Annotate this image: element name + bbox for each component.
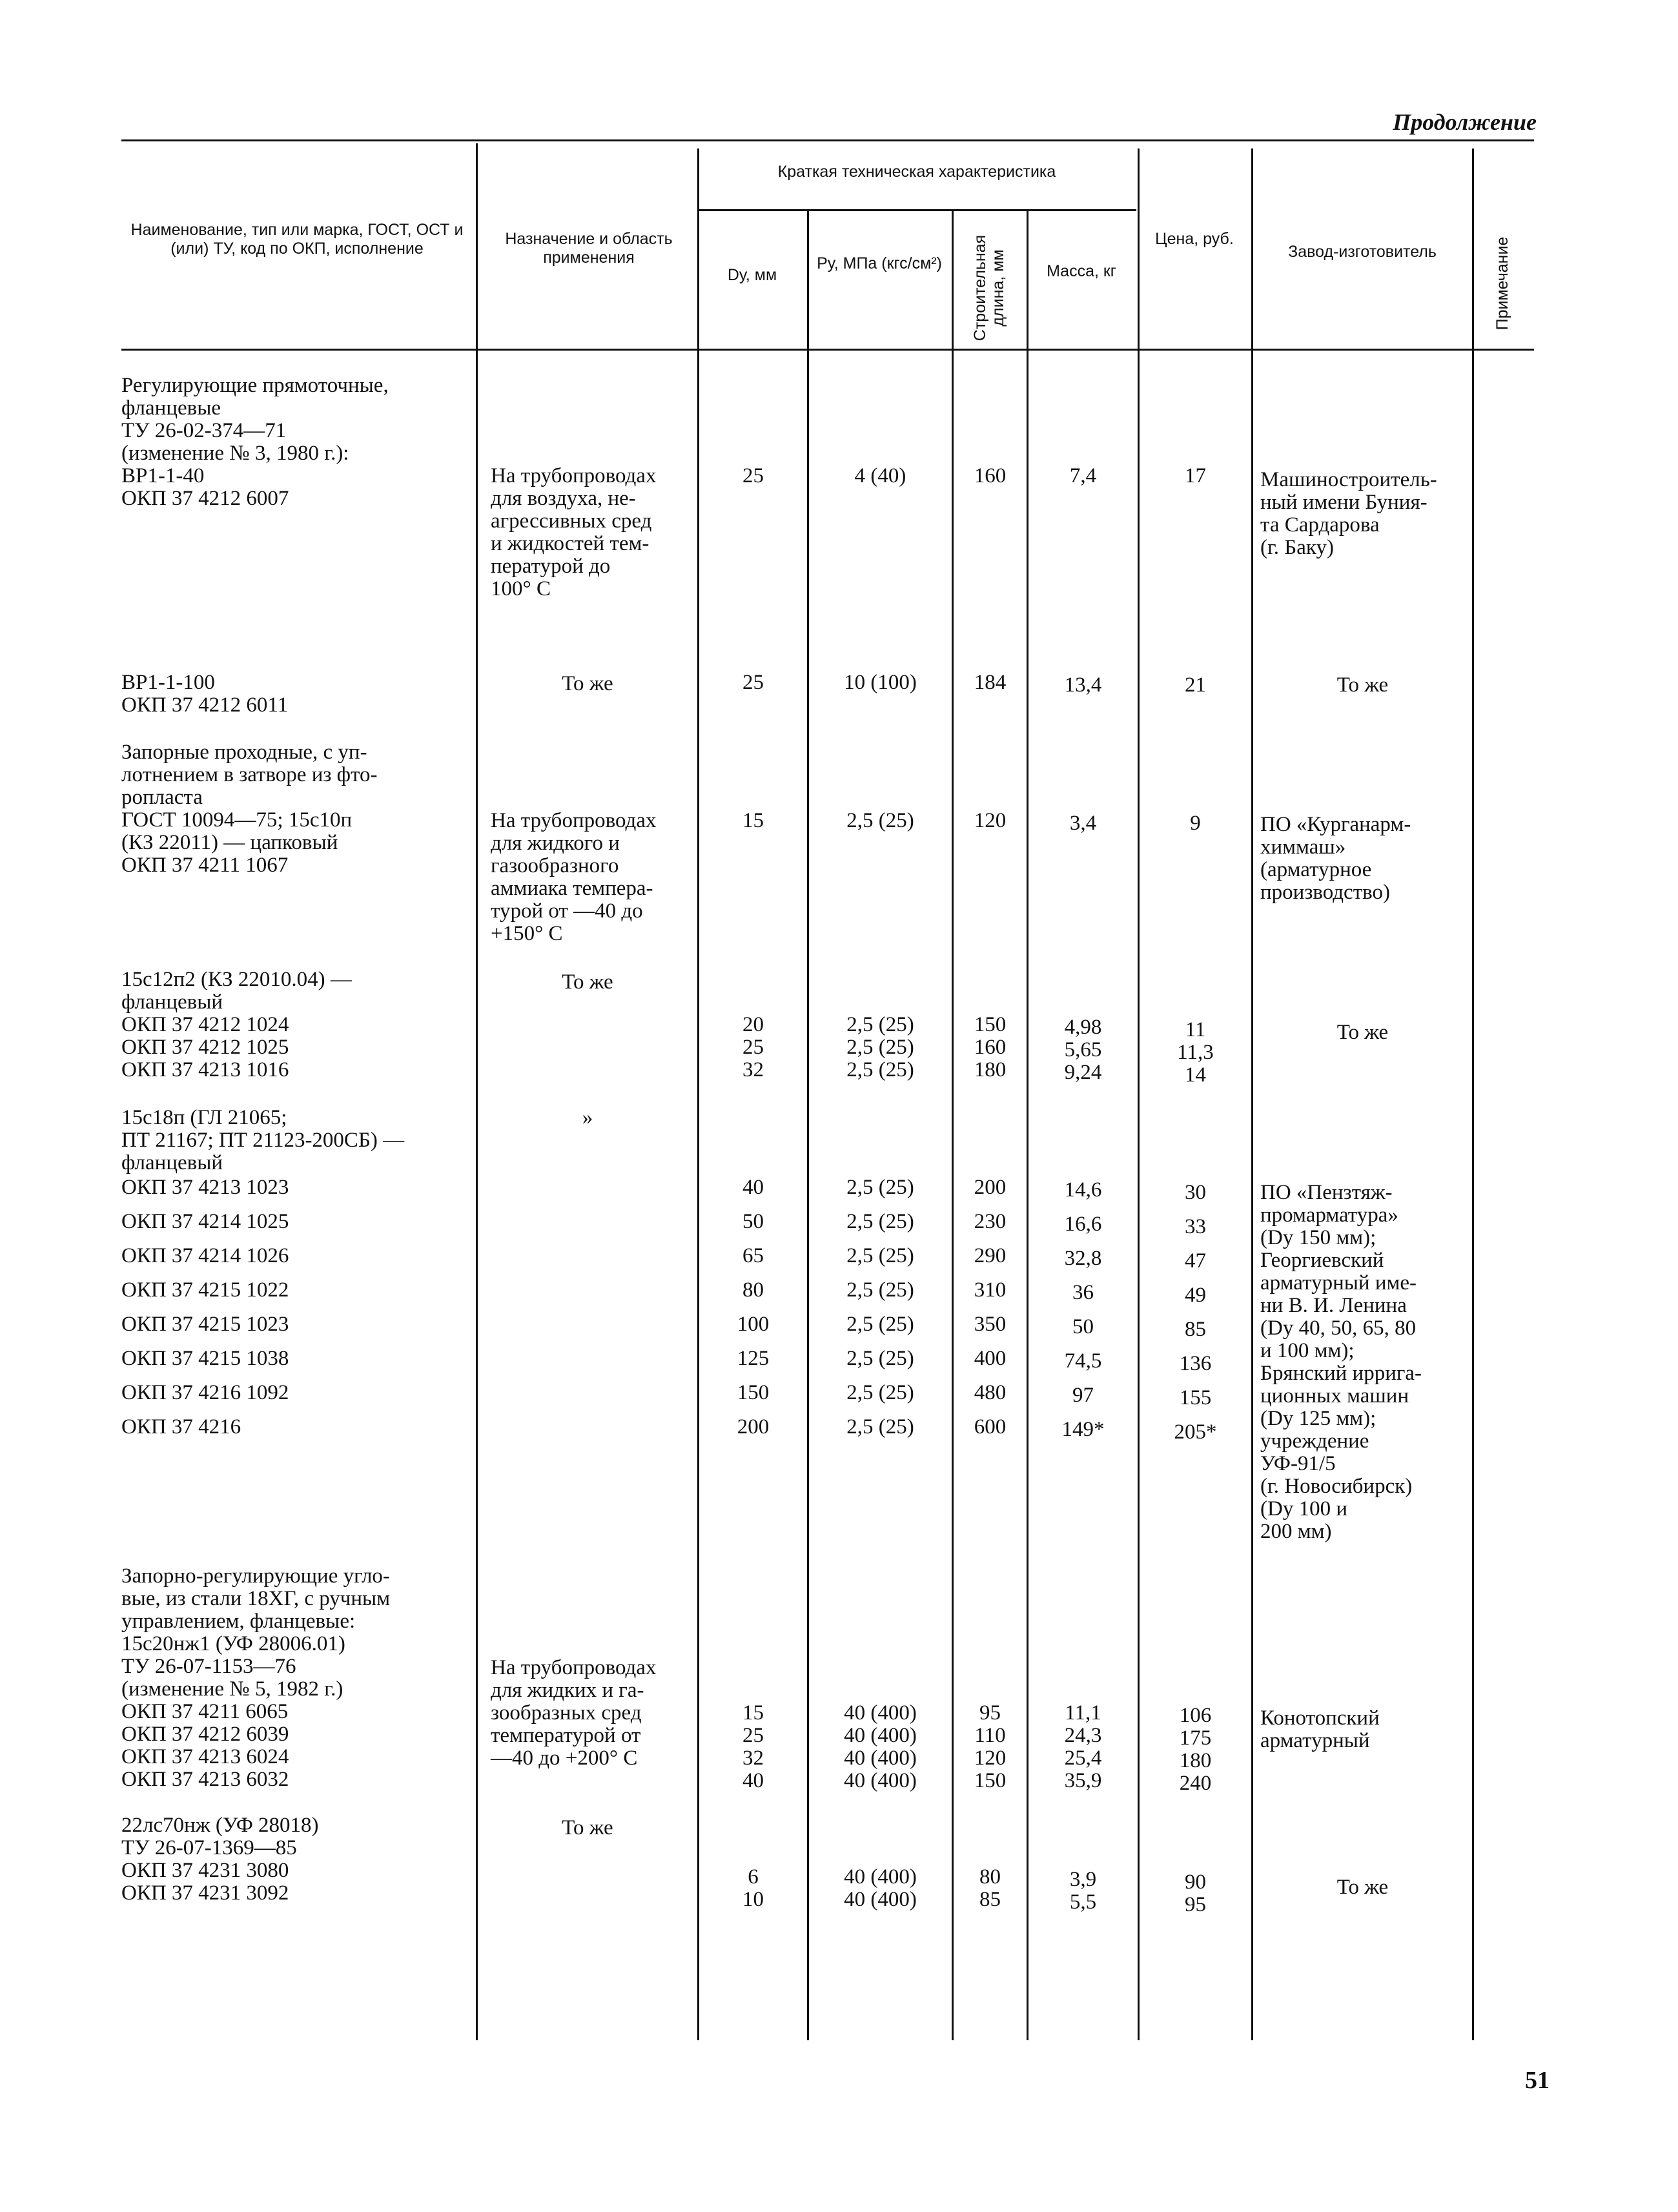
cell-pn: 2,5 (25) xyxy=(846,1278,914,1302)
cell-maker: ПО «Курганарм- химмаш» (арматурное производство) xyxy=(1260,813,1411,904)
row-code: ОКП 37 4214 1025 xyxy=(121,1210,289,1233)
column-divider xyxy=(1251,148,1253,2040)
cell-price: 11 11,3 14 xyxy=(1177,1018,1214,1087)
cell-price: 85 xyxy=(1185,1318,1206,1341)
cell-dn: 50 xyxy=(742,1210,764,1233)
row-code: ОКП 37 4216 xyxy=(121,1415,241,1439)
cell-pn: 2,5 (25) xyxy=(846,1415,914,1439)
cell-price: 30 xyxy=(1185,1181,1206,1204)
cell-dn: 25 xyxy=(742,671,764,694)
column-divider xyxy=(1472,148,1474,2040)
header-pn: Pу, МПа (кгс/см²) xyxy=(817,254,942,272)
cell-maker: ПО «Пензтяж- промарматура» (Dу 150 мм); Георгиевский арматурный име- ни В. И. Ленина (Dу 40, 50, 65, 80 и 100 мм); Брянский ирригa- ционных машин (Dу 125 мм); учреждение УФ-91/5 (г. Новосибирск) (Dу 100 и 200 мм) xyxy=(1260,1181,1422,1543)
cell-dn: 125 xyxy=(737,1347,770,1370)
header-maker: Завод-изготовитель xyxy=(1288,243,1437,261)
cell-pn: 2,5 (25) 2,5 (25) 2,5 (25) xyxy=(846,1013,914,1081)
cell-dn: 15 xyxy=(742,809,764,832)
row-name: Запорные проходные, с уп- лотнением в затворе из фто- ропласта ГОСТ 10094—75; 15с10п (КЗ 22011) — цапковый ОКП 37 4211 1067 xyxy=(121,741,378,877)
header-top-rule xyxy=(121,139,1534,141)
cell-price: 205* xyxy=(1174,1420,1217,1444)
cell-mass: 36 xyxy=(1072,1281,1094,1304)
cell-price: 49 xyxy=(1185,1284,1206,1307)
cell-pn: 2,5 (25) xyxy=(846,809,914,832)
cell-maker: То же xyxy=(1336,1021,1389,1044)
cell-dn: 80 xyxy=(742,1278,764,1302)
continuation-label: Продолжение xyxy=(1393,109,1537,135)
cell-pn: 2,5 (25) xyxy=(846,1210,914,1233)
header-price: Цена, руб. xyxy=(1155,230,1234,248)
cell-dn: 65 xyxy=(742,1244,764,1267)
row-purpose: То же xyxy=(562,1816,613,1839)
cell-price: 47 xyxy=(1185,1249,1206,1273)
cell-length: 350 xyxy=(974,1313,1007,1336)
cell-length: 200 xyxy=(974,1176,1007,1199)
cell-maker: То же xyxy=(1336,673,1389,697)
group-header-rule xyxy=(697,209,1136,211)
row-code: ОКП 37 4214 1026 xyxy=(121,1244,289,1267)
header-dn: Dу, мм xyxy=(727,266,777,284)
cell-mass: 7,4 xyxy=(1069,464,1097,487)
cell-pn: 2,5 (25) xyxy=(846,1381,914,1404)
cell-mass: 3,4 xyxy=(1069,812,1097,835)
row-code: ОКП 37 4215 1022 xyxy=(121,1278,289,1302)
cell-length: 480 xyxy=(974,1381,1007,1404)
page-number: 51 xyxy=(1525,2067,1550,2094)
cell-price: 9 xyxy=(1190,812,1201,835)
cell-mass: 74,5 xyxy=(1064,1349,1102,1373)
cell-mass: 14,6 xyxy=(1064,1178,1102,1202)
cell-mass: 50 xyxy=(1072,1315,1094,1338)
cell-length: 400 xyxy=(974,1347,1007,1370)
cell-pn: 40 (400) 40 (400) xyxy=(844,1865,917,1911)
cell-pn: 2,5 (25) xyxy=(846,1347,914,1370)
header-bottom-rule xyxy=(121,349,1534,351)
cell-maker: Машиностроитель- ный имени Буния- та Сардарова (г. Баку) xyxy=(1260,468,1437,559)
row-code: ОКП 37 4216 1092 xyxy=(121,1381,289,1404)
row-purpose: То же xyxy=(562,970,613,994)
cell-price: 33 xyxy=(1185,1215,1206,1238)
cell-price: 17 xyxy=(1185,464,1206,487)
row-code: ОКП 37 4215 1023 xyxy=(121,1313,289,1336)
cell-dn: 40 xyxy=(742,1176,764,1199)
cell-pn: 4 (40) xyxy=(854,464,906,487)
row-purpose: На трубопроводах для жидких и га- зообразных сред температурой от —40 до +200° С xyxy=(491,1656,657,1770)
header-purpose: Назначение и область применения xyxy=(505,230,673,267)
row-code: ОКП 37 4213 1023 xyxy=(121,1176,289,1199)
cell-length: 290 xyxy=(974,1244,1007,1267)
cell-mass: 3,9 5,5 xyxy=(1069,1868,1097,1914)
row-purpose: » xyxy=(582,1106,593,1129)
header-note: Примечание xyxy=(1493,236,1511,331)
row-purpose: То же xyxy=(562,672,613,695)
row-name: ВР1-1-100 ОКП 37 4212 6011 xyxy=(121,671,289,717)
cell-length: 230 xyxy=(974,1210,1007,1233)
header-name: Наименование, тип или марка, ГОСТ, ОСТ и (или) ТУ, код по ОКП, исполнение xyxy=(130,221,464,258)
cell-pn: 2,5 (25) xyxy=(846,1176,914,1199)
cell-maker: Конотопский арматурный xyxy=(1260,1706,1380,1752)
cell-length: 120 xyxy=(974,809,1007,832)
cell-dn: 200 xyxy=(737,1415,770,1439)
cell-dn: 15 25 32 40 xyxy=(742,1701,764,1792)
row-name: Регулирующие прямоточные, фланцевые ТУ 26-02-374—71 (изменение № 3, 1980 г.): ВР1-1-40 ОКП 37 4212 6007 xyxy=(121,374,389,510)
cell-mass: 32,8 xyxy=(1064,1247,1102,1270)
cell-price: 21 xyxy=(1185,673,1206,697)
row-purpose: На трубопроводах для воздуха, не- агрессивных сред и жидкостей тем- пературой до 100° С xyxy=(491,464,657,600)
cell-mass: 97 xyxy=(1072,1384,1094,1407)
header-tech-group: Краткая техническая характеристика xyxy=(777,163,1056,181)
cell-length: 310 xyxy=(974,1278,1007,1302)
row-code: ОКП 37 4215 1038 xyxy=(121,1347,289,1370)
header-mass: Масса, кг xyxy=(1047,262,1116,280)
cell-pn: 2,5 (25) xyxy=(846,1244,914,1267)
row-purpose: На трубопроводах для жидкого и газообразного аммиака темпера- турой от —40 до +150° С xyxy=(491,809,657,945)
cell-mass: 4,98 5,65 9,24 xyxy=(1064,1016,1102,1084)
row-name: 22лс70нж (УФ 28018) ТУ 26-07-1369—85 ОКП 37 4231 3080 ОКП 37 4231 3092 xyxy=(121,1814,319,1905)
cell-price: 155 xyxy=(1179,1386,1212,1409)
row-name: 15с12п2 (КЗ 22010.04) — фланцевый ОКП 37 4212 1024 ОКП 37 4212 1025 ОКП 37 4213 1016 xyxy=(121,968,352,1081)
row-name: 15с18п (ГЛ 21065; ПТ 21167; ПТ 21123-200СБ) — фланцевый xyxy=(121,1106,405,1174)
cell-mass: 11,1 24,3 25,4 35,9 xyxy=(1064,1701,1102,1792)
cell-mass: 13,4 xyxy=(1064,673,1102,697)
cell-length: 80 85 xyxy=(979,1865,1001,1911)
cell-dn: 6 10 xyxy=(742,1865,764,1911)
cell-length: 160 xyxy=(974,464,1007,487)
cell-pn: 40 (400) 40 (400) 40 (400) 40 (400) xyxy=(844,1701,917,1792)
cell-maker: То же xyxy=(1336,1876,1389,1899)
cell-mass: 149* xyxy=(1061,1418,1105,1441)
cell-length: 150 160 180 xyxy=(974,1013,1007,1081)
cell-mass: 16,6 xyxy=(1064,1213,1102,1236)
cell-length: 600 xyxy=(974,1415,1007,1439)
cell-dn: 150 xyxy=(737,1381,770,1404)
cell-dn: 20 25 32 xyxy=(742,1013,764,1081)
header-length: Строительная длина, мм xyxy=(971,234,1007,342)
cell-price: 136 xyxy=(1179,1352,1212,1375)
cell-dn: 25 xyxy=(742,464,764,487)
cell-dn: 100 xyxy=(737,1313,770,1336)
cell-length: 95 110 120 150 xyxy=(974,1701,1007,1792)
cell-price: 106 175 180 240 xyxy=(1179,1704,1212,1795)
column-divider xyxy=(476,143,478,2040)
cell-length: 184 xyxy=(974,671,1007,694)
cell-pn: 2,5 (25) xyxy=(846,1313,914,1336)
cell-pn: 10 (100) xyxy=(844,671,917,694)
row-name: Запорно-регулирующие угло- вые, из стали 18ХГ, с ручным управлением, фланцевые: 15с20нж1 (УФ 28006.01) ТУ 26-07-1153—76 (изменение № 5, 1982 г.) ОКП 37 4211 6065 ОКП 37 4212 6039 ОКП 37 4213 6024 ОКП 37 4213 6032 xyxy=(121,1564,391,1791)
cell-price: 90 95 xyxy=(1185,1870,1206,1916)
